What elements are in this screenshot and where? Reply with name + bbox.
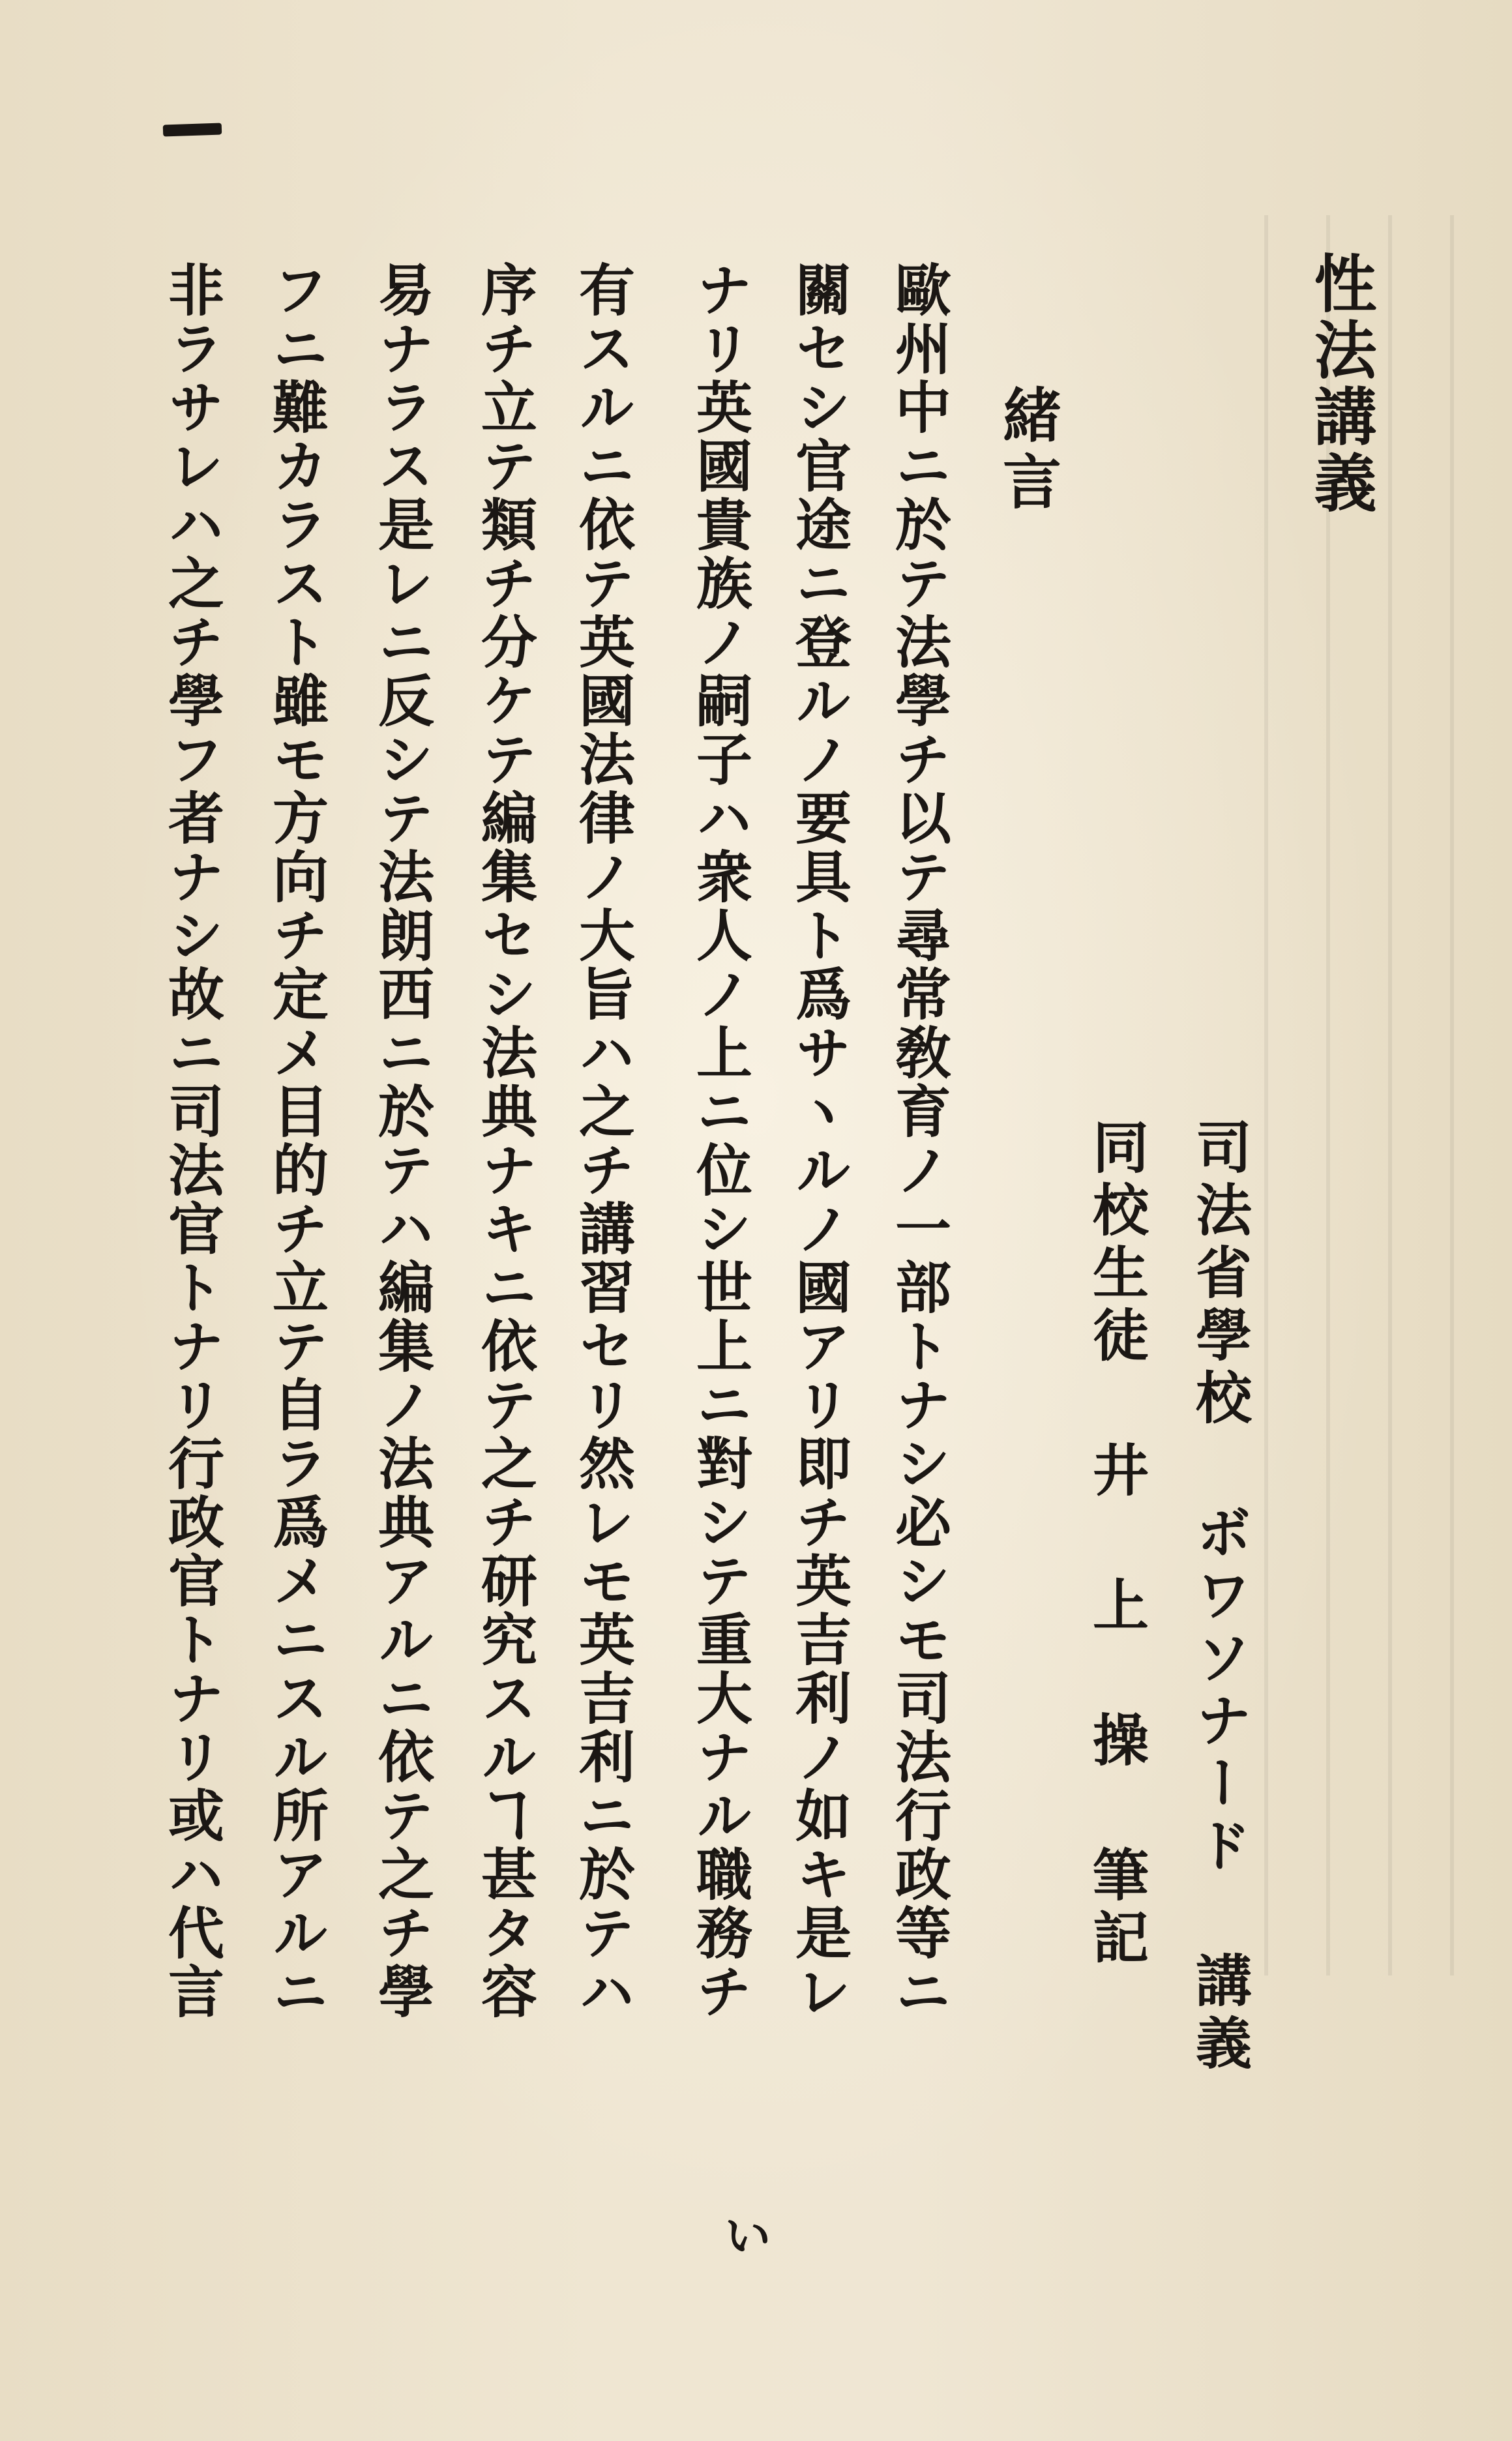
text-line: 關セシ官途ニ登ルノ要具ト爲サヽルノ國アリ即チ英吉利ノ如キ是レ [786,261,852,2021]
text-line: 歐州中ニ於テ法學チ以テ尋常敎育ノ一部トナシ必シモ司法行政等ニ [885,261,951,2021]
text-line: 非ラサレハ之チ學フ者ナシ故ニ司法官トナリ行政官トナリ或ハ代言 [158,261,224,2021]
text-line: 序チ立テ類チ分ケテ編集セシ法典ナキニ依テ之チ研究スルヿ甚タ容 [471,261,537,2021]
section-heading: 緒言 [992,385,1061,518]
byline-student: 同校生徒 井 上 操 筆記 [1083,1118,1149,1971]
text-line: 有スルニ依テ英國法律ノ大旨ハ之チ講習セリ然レモ英吉利ニ於テハ [569,261,635,2021]
text-line: フニ難カラスト雖モ方向チ定メ目的チ立テ自ラ爲メニスル所アルニ [263,261,329,2021]
byline-school: 司法省學校 ボワソナード 講義 [1186,1118,1252,2077]
page-title: 性法講義 [1304,251,1378,517]
text-line: 易ナラス是レニ反シテ法朗西ニ於テハ編集ノ法典アルニ依テ之チ學 [368,261,434,2021]
page-number: い [725,2209,771,2263]
text-line: ナリ英國貴族ノ嗣子ハ衆人ノ上ニ位シ世上ニ對シテ重大ナル職務チ [687,261,752,2021]
section-marker [163,123,222,136]
